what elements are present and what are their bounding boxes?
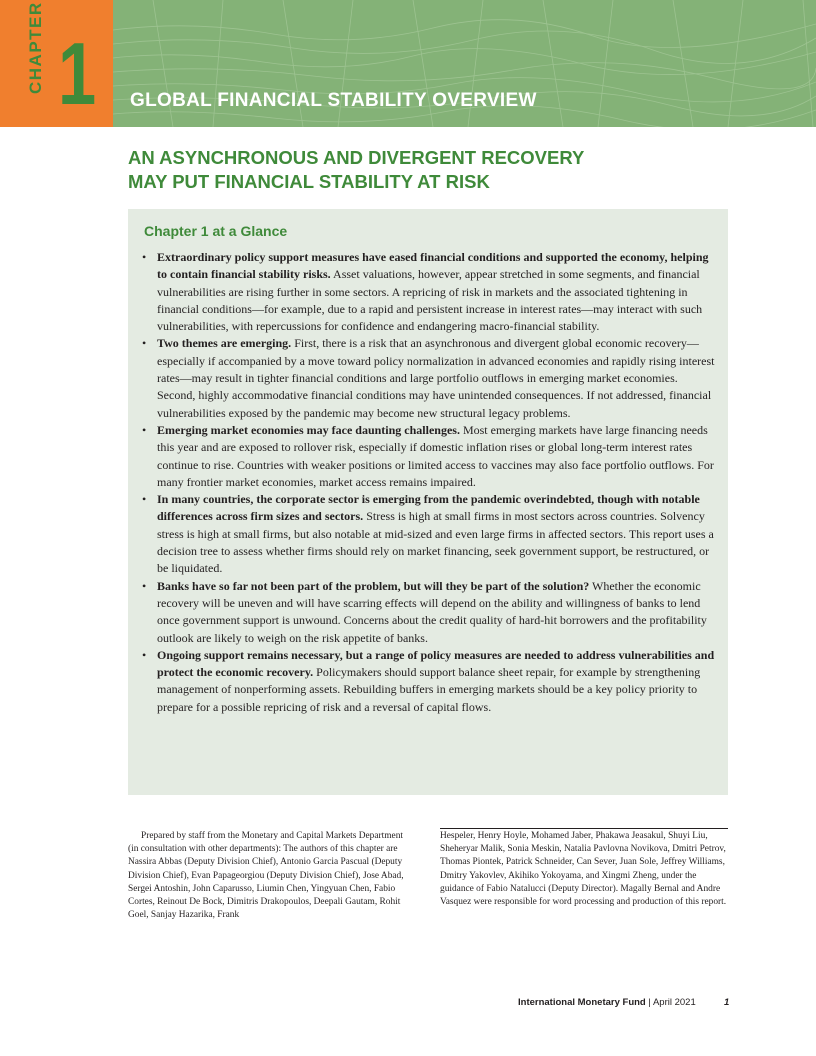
bullet-icon: • bbox=[142, 647, 147, 662]
list-item bbox=[141, 491, 716, 577]
item-lead: Ongoing support remains necessary, but a range of policy measures are needed to address vulnerabilities and protect the economic recovery. bbox=[157, 647, 715, 680]
item-text: Whether the economic recovery will be uneven and will have scarring effects will depend on the ability and willingness of banks to lend once government support is unwound. Concerns about the credit quality of hard-hit borrowers and the profitability outlook are likely to weigh on the risk appetite of banks. bbox=[157, 578, 707, 645]
list-item bbox=[141, 578, 716, 647]
chapter-tab bbox=[0, 0, 113, 127]
credits-right-column: Hespeler, Henry Hoyle, Mohamed Jaber, Phakawa Jeasakul, Shuyi Liu, Sheheryar Malik, Sonia Meskin, Natalia Pavlovna Novikova, Dmitri Petrov, Thomas Piontek, Patrick Schneider, Can Sever, Juan Sole, Jeffrey Williams, Dmitry Yakovlev, Akihiko Yokoyama, and Xingmi Zheng, under the guidance of Fabio Natalucci (Deputy Director). Magally Bernal and Andre Vasquez were responsible for word processing and production of this report. bbox=[440, 831, 727, 908]
bullet-icon: • bbox=[142, 250, 147, 264]
item-text: Most emerging markets have large financing needs this year and are exposed to rollover risk, especially if domestic inflation rises or global long-term interest rates continue to rise. Countries with weaker positions or limited access to vaccines may also face portfolio outflows. For many frontier market economies, market access remains impaired. bbox=[157, 422, 714, 489]
item-text: Asset valuations, however, appear stretched in some segments, and financial vulnerabilities are rising further in some sectors. A repricing of risk in markets and the associated tightening in financial conditions—for example, due to a rapid and persistent increase in interest rates—may interact with such vulnerabilities, with repercussions for confidence and endangering macro-financial stability. bbox=[157, 267, 703, 334]
item-lead: Two themes are emerging. bbox=[157, 336, 292, 351]
item-lead: Extraordinary policy support measures have eased financial conditions and supported the economy, helping to contain financial stability risks. bbox=[157, 250, 709, 282]
chapter-title: GLOBAL FINANCIAL STABILITY OVERVIEW bbox=[130, 90, 537, 111]
item-lead: Emerging market economies may face daunting challenges. bbox=[157, 422, 460, 437]
page-footer bbox=[518, 997, 728, 1008]
credits-left-column: Prepared by staff from the Monetary and Capital Markets Department (in consultation with other departments): The authors of this chapter are Nassira Abbas (Deputy Division Chief), Antonio Garcia Pascual (Deputy Division Chief), Evan Papageorgiou (Deputy Division Chief), Jose Abad, Sergei Antoshin, John Caparusso, Liumin Chen, Yingyuan Chen, Fabio Cortes, Reinout De Bock, Dimitris Drakopoulos, Deepali Gautam, Rohit Goel, Sanjay Hazarika, Frank bbox=[128, 831, 404, 921]
item-text: Stress is high at small firms in most sectors across countries. Solvency stress is high at small firms, but also notable at mid-sized and even large firms in affected sectors. This report uses a decision tree to assess whether firms should rely on market financing, seek government support, be restructured, or be liquidated. bbox=[157, 509, 714, 576]
glance-title: Chapter 1 at a Glance bbox=[144, 223, 288, 239]
list-item bbox=[141, 249, 716, 335]
chapter-number: 1 bbox=[58, 24, 97, 123]
list-item bbox=[141, 422, 716, 491]
footer-separator: | bbox=[648, 997, 651, 1008]
page-number: 1 bbox=[724, 997, 730, 1008]
headline bbox=[128, 146, 728, 194]
list-item bbox=[141, 335, 716, 421]
bullet-icon: • bbox=[142, 578, 147, 593]
list-item bbox=[141, 647, 716, 716]
item-lead: Banks have so far not been part of the problem, but will they be part of the solution? bbox=[157, 578, 590, 593]
footer-publisher: International Monetary Fund bbox=[518, 997, 646, 1008]
footer-date: April 2021 bbox=[652, 997, 696, 1008]
chapter-banner bbox=[113, 0, 816, 127]
headline-line-1: AN ASYNCHRONOUS AND DIVERGENT RECOVERY bbox=[128, 147, 585, 168]
headline-line-2: MAY PUT FINANCIAL STABILITY AT RISK bbox=[128, 171, 490, 192]
glance-list bbox=[141, 249, 716, 716]
glance-box bbox=[128, 209, 728, 795]
bullet-icon: • bbox=[142, 492, 147, 507]
item-text: Policymakers should support balance sheet repair, for example by strengthening management of nonperforming assets. Rebuilding buffers in emerging markets should be a key policy priority to prepare for a possible repricing of risk and a reversal of capital flows. bbox=[157, 665, 701, 714]
bullet-icon: • bbox=[142, 336, 147, 351]
item-text: First, there is a risk that an asynchronous and divergent global economic recovery—especially if accompanied by a move toward policy normalization in advanced economies and rapidly rising interest rates—may result in tighter financial conditions and large portfolio outflows in emerging market economies. Second, highly accommodative financial conditions may have unintended consequences. If not addressed, financial vulnerabilities exposed by the pandemic may become new structural legacy problems. bbox=[157, 336, 715, 420]
credits-divider bbox=[440, 828, 728, 829]
chapter-label: CHAPTER bbox=[26, 1, 45, 94]
item-lead: In many countries, the corporate sector is emerging from the pandemic overindebted, though with notable differences across firm sizes and sectors. bbox=[157, 492, 700, 524]
bullet-icon: • bbox=[142, 422, 147, 437]
